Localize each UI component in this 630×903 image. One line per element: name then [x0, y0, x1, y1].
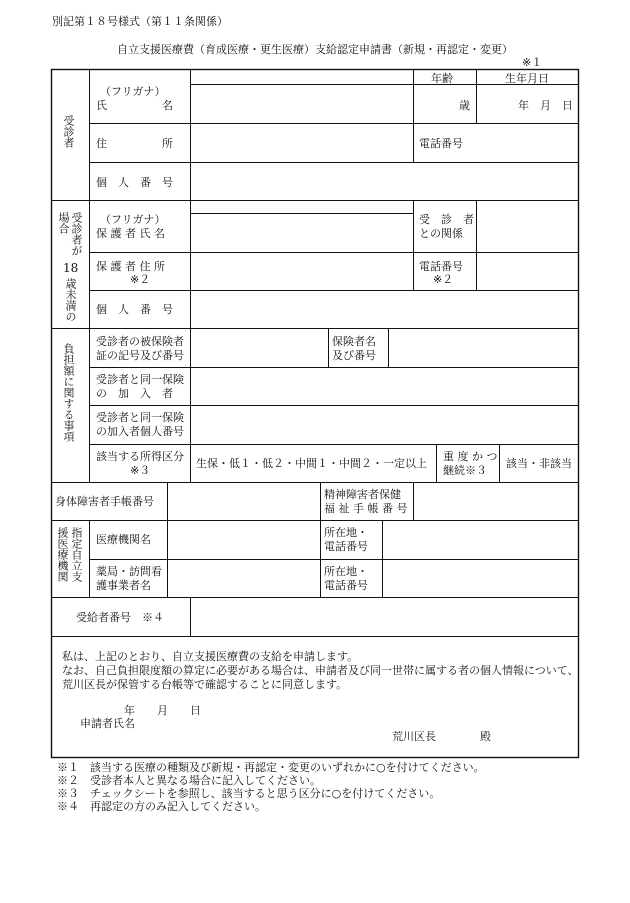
declaration-line-2: なお、自己負担限度額の算定に必要がある場合は、申請者及び同一世帯に属する者の個人情報について、	[62, 664, 579, 677]
guardian-furigana-label: （フリガナ）	[100, 213, 166, 226]
age-unit: 歳	[459, 99, 470, 112]
recipient-number-field[interactable]	[191, 598, 578, 636]
same-insured-number-label-2: の加入者個人番号	[96, 425, 184, 438]
footnote-1: ※１ 該当する医療の種類及び新規・再認定・変更のいずれかに○を付けてください。	[57, 761, 485, 774]
same-insured-label-1: 受診者と同一保険	[96, 373, 184, 386]
form-title: 自立支援医療費（育成医療・更生医療）支給認定申請書（新規・再認定・変更）	[117, 43, 513, 56]
income-options[interactable]: 生保・低１・低２・中間１・中間２・一定以上	[196, 457, 427, 470]
guardian-name-label: 保 護 者 氏 名	[96, 227, 165, 240]
guardian-label-3: 歳未満の	[64, 278, 77, 322]
mental-handbook-field[interactable]	[414, 483, 578, 520]
insurer-label-2: 及び番号	[332, 349, 376, 362]
patient-mynumber-label: 個 人 番 号	[96, 176, 173, 189]
declaration-line-1: 私は、上記のとおり、自立支援医療費の支給を申請します。	[62, 650, 359, 663]
physical-handbook-field[interactable]	[168, 483, 320, 520]
insured-id-label-1: 受診者の被保険者	[96, 335, 184, 348]
mental-handbook-label-2: 福 祉 手 帳 番 号	[324, 502, 408, 515]
guardian-label-2: 18	[63, 261, 79, 275]
location2-label-2: 電話番号	[324, 579, 368, 592]
guardian-phone-note: ※２	[433, 273, 454, 286]
pharmacy-label-2: 護事業者名	[96, 579, 151, 592]
patient-address-field[interactable]	[191, 124, 413, 162]
title-note: ※１	[522, 56, 543, 69]
severe-options[interactable]: 該当・非該当	[506, 457, 572, 470]
footnote-4: ※４ 再認定の方のみ記入してください。	[57, 800, 266, 813]
income-label-2: ※３	[130, 464, 151, 477]
medical-institution-label: 医療機関名	[96, 533, 151, 546]
mental-handbook-label-1: 精神障害者保健	[324, 488, 401, 501]
location2-label-1: 所在地・	[324, 565, 368, 578]
guardian-label-4: 場合	[57, 212, 70, 234]
footnote-2: ※２ 受診者本人と異なる場合に記入してください。	[57, 774, 321, 787]
applicant-name-label: 申請者氏名	[80, 717, 135, 730]
guardian-phone-label: 電話番号	[419, 260, 463, 273]
insured-id-label-2: 証の記号及び番号	[96, 349, 184, 362]
guardian-label-1: 受診者が	[70, 212, 83, 256]
physical-handbook-label: 身体障害者手帳番号	[55, 495, 154, 508]
birth-format: 年 月 日	[518, 99, 573, 112]
application-date: 年 月 日	[124, 704, 201, 717]
patient-section-label: 受診者	[62, 115, 75, 148]
severe-label-2: 継続※３	[443, 464, 487, 477]
age-label: 年齢	[431, 72, 453, 85]
location-label-2: 電話番号	[324, 540, 368, 553]
income-label-1: 該当する所得区分	[96, 450, 184, 463]
guardian-mynumber-label: 個 人 番 号	[96, 303, 173, 316]
declaration-line-3: 荒川区長が保管する台帳等で確認することに同意します。	[62, 678, 348, 691]
patient-name-label: 氏 名	[96, 99, 173, 112]
location-label-1: 所在地・	[324, 526, 368, 539]
patient-address-label: 住 所	[96, 137, 173, 150]
birth-label: 生年月日	[505, 72, 549, 85]
form-number: 別記第１８号様式（第１１条関係）	[52, 15, 228, 28]
recipient-number-label: 受給者番号 ※４	[76, 611, 164, 624]
patient-phone-label: 電話番号	[419, 137, 463, 150]
institutions-label-2: 援医療機関	[56, 527, 69, 582]
same-insured-label-2: の 加 入 者	[96, 387, 173, 400]
burden-section-label: 負担額に関する事項	[62, 343, 75, 442]
insurer-label-1: 保険者名	[332, 335, 376, 348]
patient-name-field[interactable]	[191, 85, 413, 123]
guardian-address-note: ※２	[130, 273, 151, 286]
addressee: 荒川区長 殿	[392, 730, 491, 743]
severe-label-1: 重 度 か つ	[443, 450, 498, 463]
same-insured-number-label-1: 受診者と同一保険	[96, 411, 184, 424]
footnote-3: ※３ チェックシートを参照し、該当すると思う区分に○を付けてください。	[57, 787, 441, 800]
institutions-label-1: 指定自立支	[70, 527, 83, 582]
patient-mynumber-field[interactable]	[191, 163, 578, 200]
relation-label-2: との関係	[419, 227, 463, 240]
relation-label-1: 受 診 者	[419, 213, 474, 226]
patient-furigana-label: （フリガナ）	[100, 85, 166, 98]
guardian-address-label: 保 護 者 住 所	[96, 260, 165, 273]
pharmacy-label-1: 薬局・訪問看	[96, 565, 162, 578]
